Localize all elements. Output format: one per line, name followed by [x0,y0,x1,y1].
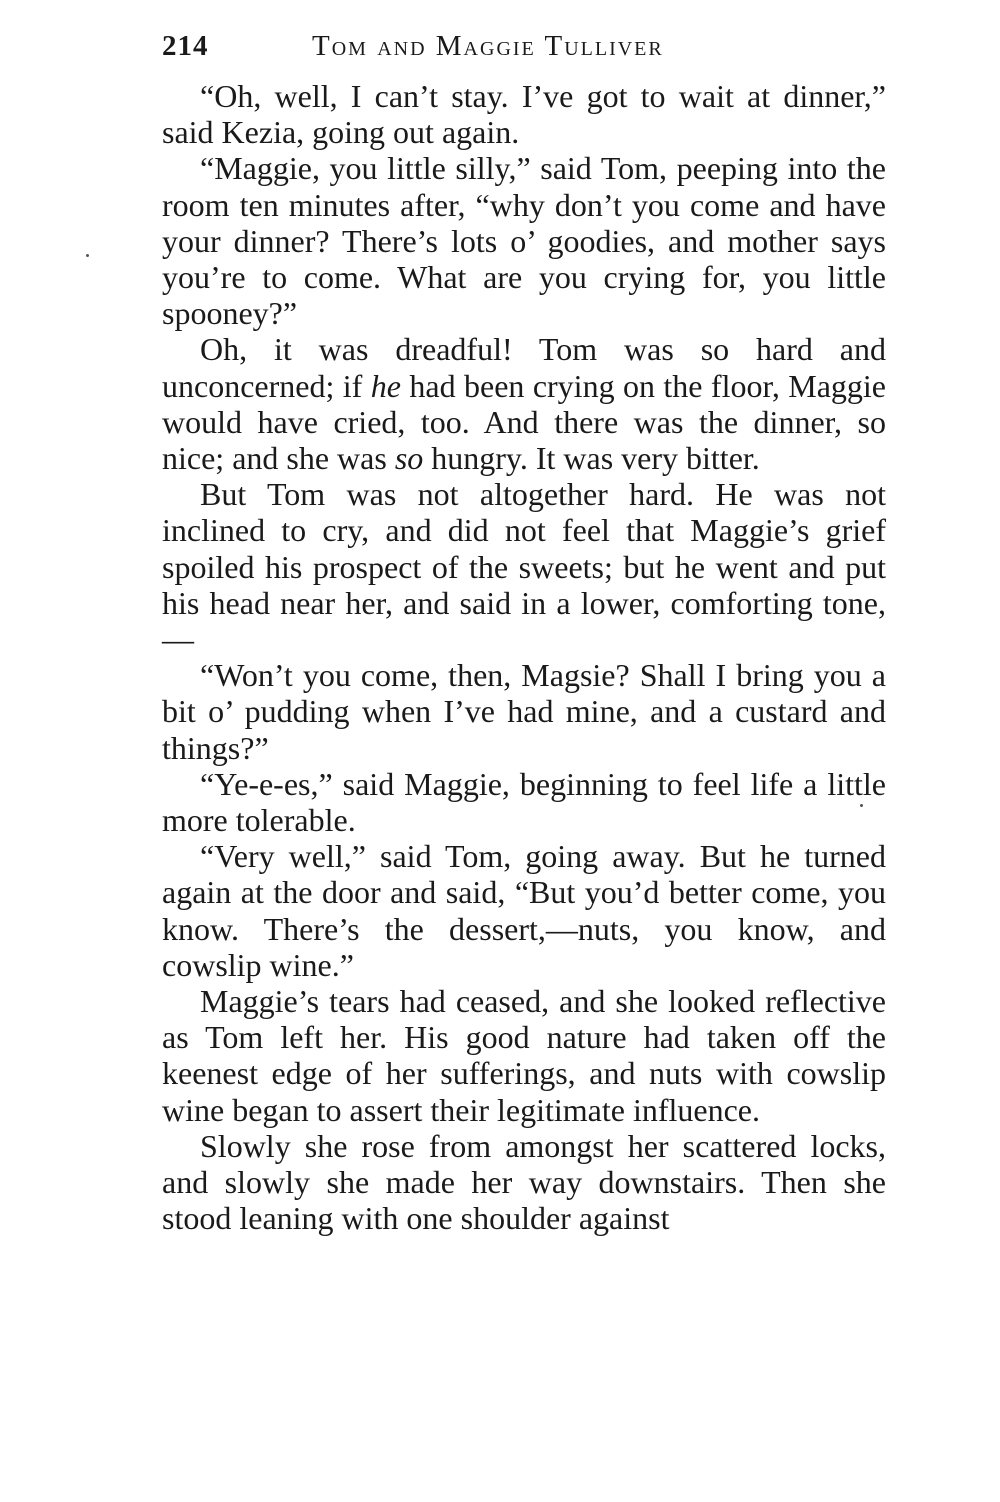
paragraph: “Ye-e-es,” said Maggie, beginning to feel life a little more tolerable. [162,765,886,839]
emphasis: he [370,367,401,404]
emphasis: so [394,440,424,477]
running-title: Tom and Maggie Tulliver [312,30,664,62]
page-number: 214 [162,30,209,62]
book-page [162,30,886,1237]
paragraph: But Tom was not altogether hard. He was not inclined to cry, and did not feel that Maggie’s grief spoiled his prospect of the sweets; but he went and put his head near her, and said in a lower, comforting tone,— [162,476,886,658]
paragraph-text: had been crying on the floor, Maggie would have cried, too. And there was the dinner, so nice; and she was [162,367,887,477]
paragraph-text: hungry. It was very bitter. [423,440,760,477]
body-text [162,78,886,1237]
paragraph: “Won’t you come, then, Magsie? Shall I bring you a bit o’ pudding when I’ve had mine, and a custard and things?” [162,657,886,766]
paragraph: “Oh, well, I can’t stay. I’ve got to wait at dinner,” said Kezia, going out again. [162,78,886,151]
scan-speck [86,254,89,257]
paragraph-text: Oh, it was dreadful! Tom was so hard and unconcerned; if [162,331,886,404]
paragraph: Maggie’s tears had ceased, and she looked reflective as Tom left her. His good nature had taken off the keenest edge of her sufferings, and nuts with cowslip wine began to assert their legitimate influence. [162,983,886,1128]
paragraph: Slowly she rose from amongst her scattered locks, and slowly she made her way downstairs. Then she stood leaning with one shoulder against [162,1127,886,1237]
running-head [162,30,886,78]
scan-speck [860,804,863,807]
paragraph: “Very well,” said Tom, going away. But he turned again at the door and said, “But you’d better come, you know. There’s the dessert,—nuts, you know, and cowslip wine.” [162,838,886,983]
paragraph: “Maggie, you little silly,” said Tom, peeping into the room ten minutes after, “why don’t you come and have your dinner? There’s lots o’ goodies, and mother says you’re to come. What are you crying for, you little spooney?” [162,150,886,332]
paragraph [162,331,886,476]
